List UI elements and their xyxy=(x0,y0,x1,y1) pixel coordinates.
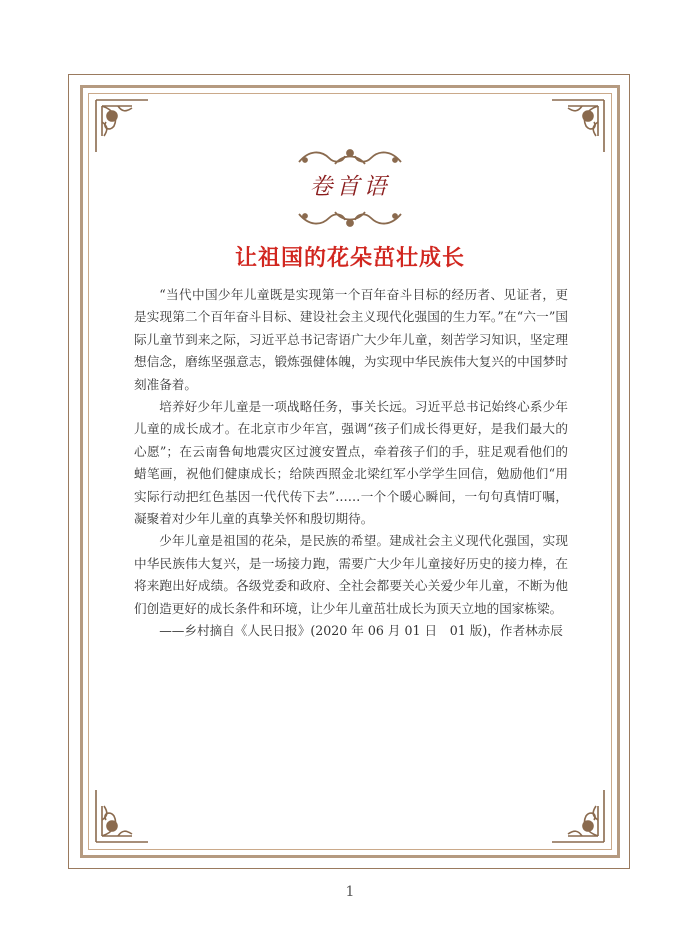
ornamental-corner-icon xyxy=(548,786,608,846)
paragraph: “当代中国少年儿童既是实现第一个百年奋斗目标的经历者、见证者，更是实现第二个百年奋斗目标、建设社会主义现代化强国的生力军。”在“六一”国际儿童节到来之际，习近平总书记寄语广大少年儿童，刻苦学习知识，坚定理想信念，磨练坚强意志，锻炼强健体魄，为实现中华民族伟大复兴的中国梦时刻准备着。 xyxy=(134,287,568,392)
article-body xyxy=(134,284,568,643)
page-number: 1 xyxy=(345,884,355,900)
ornamental-corner-icon xyxy=(92,786,152,846)
attribution: ——乡村摘自《人民日报》(2020 年 06 月 01 日 01 版)，作者林赤辰 xyxy=(159,623,563,639)
paragraph: 培养好少年儿童是一项战略任务，事关长远。习近平总书记始终心系少年儿童的成长成才。在北京市少年宫，强调“孩子们成长得更好，是我们最大的心愿”；在云南鲁甸地震灾区过渡安置点，牵着孩子们的手，驻足观看他们的蜡笔画，祝他们健康成长；给陕西照金北梁红军小学学生回信，勉励他们“用实际行动把红色基因一代代传下去”……一个个暖心瞬间，一句句真情叮嘱，凝聚着对少年儿童的真挚关怀和殷切期待。 xyxy=(134,399,568,527)
scroll-ornament-icon xyxy=(295,146,405,168)
section-title: 卷首语 xyxy=(309,174,391,200)
paragraph: 少年儿童是祖国的花朵，是民族的希望。建成社会主义现代化强国，实现中华民族伟大复兴，是一场接力跑，需要广大少年儿童接好历史的接力棒，在将来跑出好成绩。各级党委和政府、全社会都要关心关爱少年儿童，不断为他们创造更好的成长条件和环境，让少年儿童茁壮成长为顶天立地的国家栋梁。 xyxy=(134,533,568,616)
article-title: 让祖国的花朵茁壮成长 xyxy=(234,245,465,271)
section-heading xyxy=(0,146,700,230)
scroll-ornament-icon xyxy=(295,208,405,230)
